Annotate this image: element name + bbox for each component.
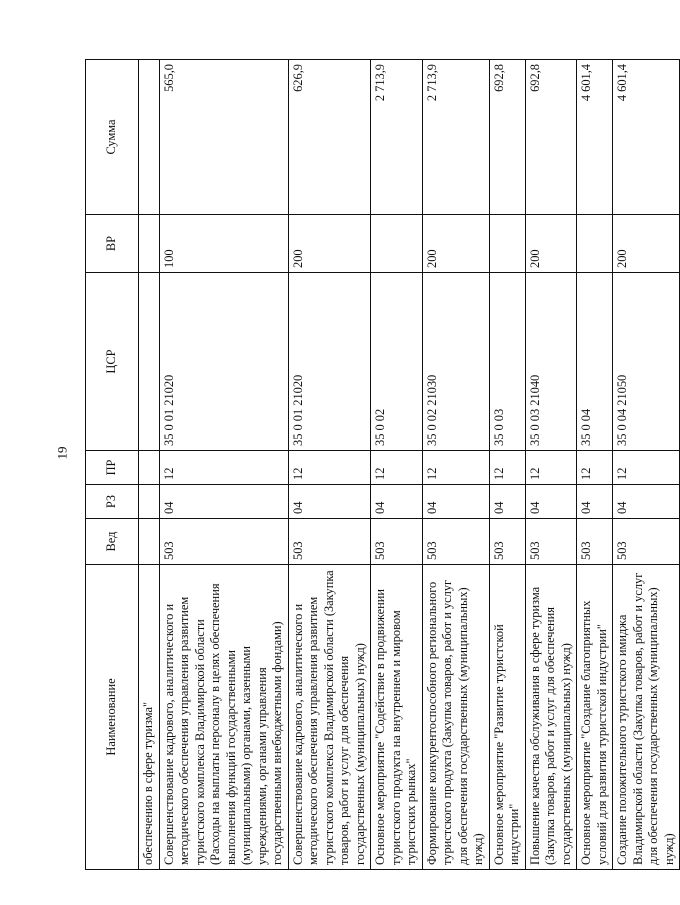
cell-sum xyxy=(139,60,160,215)
table-row xyxy=(288,60,371,870)
cell-name: Создание положительного туристского имиджа Владимирской области (Закупка товаров, работ и услуг для обеспечения государственных (муниципальных) нужд) xyxy=(613,565,680,870)
cell-pr: 12 xyxy=(288,451,371,485)
cell-rz: 04 xyxy=(288,485,371,519)
cell-rz: 04 xyxy=(159,485,288,519)
cell-csr: 35 0 01 21020 xyxy=(288,273,371,451)
table-row xyxy=(139,60,160,870)
cell-pr: 12 xyxy=(371,451,423,485)
cell-sum: 692,8 xyxy=(489,60,525,215)
cell-name: Основное мероприятие "Содействие в продвижении туристского продукта на внутреннем и мировом туристских рынках" xyxy=(371,565,423,870)
cell-name: обеспечению в сфере туризма" xyxy=(139,565,160,870)
header-pr: ПР xyxy=(86,451,139,485)
cell-ved: 503 xyxy=(371,519,423,565)
table-row xyxy=(159,60,288,870)
table-row xyxy=(525,60,577,870)
cell-ved: 503 xyxy=(422,519,489,565)
cell-rz: 04 xyxy=(613,485,680,519)
cell-sum: 4 601,4 xyxy=(613,60,680,215)
cell-rz: 04 xyxy=(489,485,525,519)
header-vr: ВР xyxy=(86,215,139,273)
cell-csr: 35 0 04 xyxy=(577,273,613,451)
cell-name: Формирование конкурентоспособного регионального туристского продукта (Закупка товаров, работ и услуг для обеспечения государственных (муниципальных) нужд) xyxy=(422,565,489,870)
cell-csr: 35 0 02 21030 xyxy=(422,273,489,451)
cell-pr: 12 xyxy=(525,451,577,485)
cell-ved: 503 xyxy=(577,519,613,565)
table-row xyxy=(613,60,680,870)
header-ved: Вед xyxy=(86,519,139,565)
cell-csr: 35 0 03 xyxy=(489,273,525,451)
cell-sum: 4 601,4 xyxy=(577,60,613,215)
cell-name: Основное мероприятие "Создание благоприятных условий для развития туристской индустрии" xyxy=(577,565,613,870)
header-rz: РЗ xyxy=(86,485,139,519)
cell-vr: 200 xyxy=(613,215,680,273)
cell-ved xyxy=(139,519,160,565)
table-row xyxy=(489,60,525,870)
cell-pr: 12 xyxy=(577,451,613,485)
cell-ved: 503 xyxy=(525,519,577,565)
cell-vr xyxy=(139,215,160,273)
cell-pr: 12 xyxy=(159,451,288,485)
cell-rz: 04 xyxy=(525,485,577,519)
cell-vr xyxy=(489,215,525,273)
cell-vr xyxy=(371,215,423,273)
cell-sum: 565,0 xyxy=(159,60,288,215)
header-name: Наименование xyxy=(86,565,139,870)
cell-rz: 04 xyxy=(577,485,613,519)
cell-csr xyxy=(139,273,160,451)
cell-ved: 503 xyxy=(288,519,371,565)
cell-name: Совершенствование кадрового, аналитического и методического обеспечения управления развитием туристского комплекса Владимирской области (Расходы на выплаты персоналу в целях обеспечения выполнения функций государственными (муниципальными) органами, казенными учреждениями, органами управления государственными внебюджетными фондами) xyxy=(159,565,288,870)
table-row xyxy=(422,60,489,870)
table-header-row xyxy=(86,60,139,870)
cell-vr: 200 xyxy=(288,215,371,273)
cell-pr xyxy=(139,451,160,485)
cell-ved: 503 xyxy=(159,519,288,565)
cell-csr: 35 0 03 21040 xyxy=(525,273,577,451)
budget-table xyxy=(85,59,680,870)
cell-sum: 692,8 xyxy=(525,60,577,215)
cell-ved: 503 xyxy=(489,519,525,565)
table-row xyxy=(371,60,423,870)
cell-name: Совершенствование кадрового, аналитического и методического обеспечения управления развитием туристского комплекса Владимирской области (Закупка товаров, работ и услуг для обеспечения государственных (муниципальных) нужд) xyxy=(288,565,371,870)
cell-csr: 35 0 01 21020 xyxy=(159,273,288,451)
cell-rz: 04 xyxy=(371,485,423,519)
cell-sum: 2 713,9 xyxy=(371,60,423,215)
cell-rz xyxy=(139,485,160,519)
page-number: 19 xyxy=(54,446,70,460)
cell-ved: 503 xyxy=(613,519,680,565)
cell-sum: 626,9 xyxy=(288,60,371,215)
cell-name: Повышение качества обслуживания в сфере туризма (Закупка товаров, работ и услуг для обеспечения государственных (муниципальных) нужд) xyxy=(525,565,577,870)
cell-vr: 200 xyxy=(422,215,489,273)
cell-csr: 35 0 04 21050 xyxy=(613,273,680,451)
header-sum: Сумма xyxy=(86,60,139,215)
header-csr: ЦСР xyxy=(86,273,139,451)
budget-table-container xyxy=(85,60,676,870)
cell-vr: 100 xyxy=(159,215,288,273)
cell-pr: 12 xyxy=(489,451,525,485)
cell-vr: 200 xyxy=(525,215,577,273)
cell-pr: 12 xyxy=(422,451,489,485)
cell-name: Основное мероприятие "Развитие туристской индустрии" xyxy=(489,565,525,870)
cell-rz: 04 xyxy=(422,485,489,519)
cell-sum: 2 713,9 xyxy=(422,60,489,215)
cell-csr: 35 0 02 xyxy=(371,273,423,451)
table-row xyxy=(577,60,613,870)
cell-vr xyxy=(577,215,613,273)
cell-pr: 12 xyxy=(613,451,680,485)
